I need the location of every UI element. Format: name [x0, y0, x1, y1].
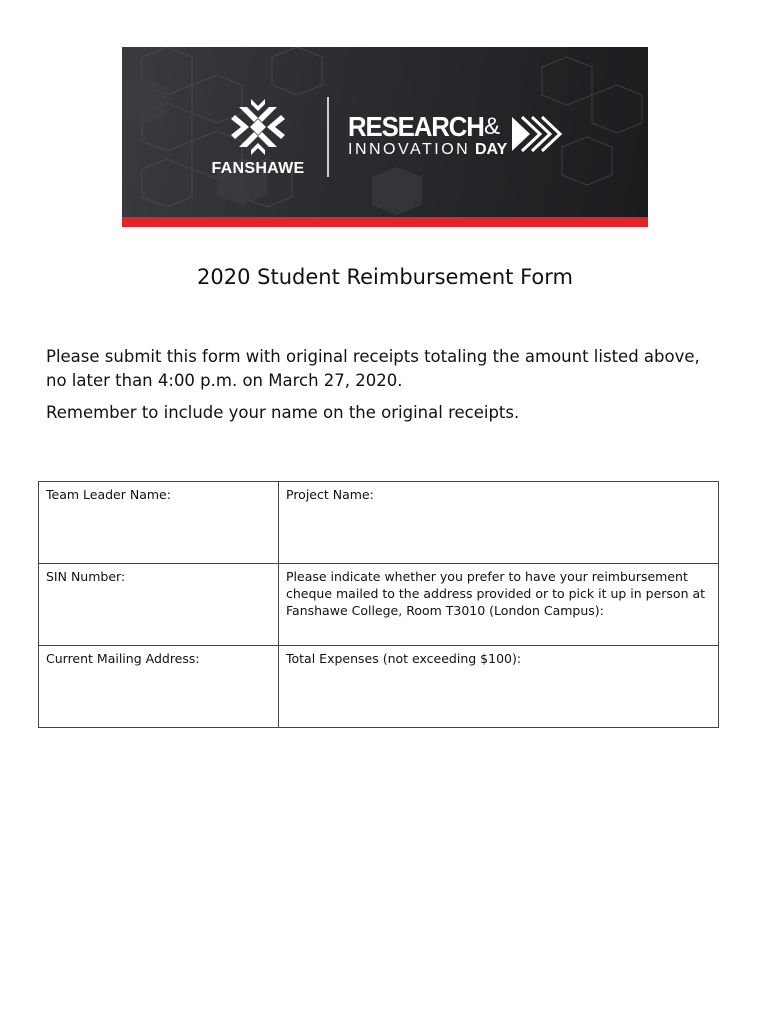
reimbursement-form-table: [38, 481, 719, 728]
header-banner: [122, 47, 648, 227]
intro-paragraph: Please submit this form with original receipts totaling the amount listed above, no later than 4:00 p.m. on March 27, 2020.: [46, 347, 700, 390]
table-row: [39, 564, 719, 646]
document-title: 2020 Student Reimbursement Form: [197, 265, 573, 289]
triple-chevron-arrow-icon: [510, 113, 568, 155]
table-row: [39, 482, 719, 564]
logo-divider: [327, 97, 329, 177]
total-expenses-field[interactable]: Total Expenses (not exceeding $100):: [279, 646, 719, 728]
banner-red-bar: [122, 217, 648, 227]
fanshawe-logo-icon: [225, 97, 291, 163]
event-title-ampersand: &: [484, 113, 501, 140]
mailing-address-field[interactable]: Current Mailing Address:: [39, 646, 279, 728]
sin-number-field[interactable]: SIN Number:: [39, 564, 279, 646]
reminder-paragraph: Remember to include your name on the original receipts.: [46, 403, 520, 422]
project-name-field[interactable]: Project Name:: [279, 482, 719, 564]
table-row: [39, 646, 719, 728]
team-leader-name-field[interactable]: Team Leader Name:: [39, 482, 279, 564]
event-title-research: RESEARCH: [348, 111, 484, 142]
event-title-innovation: INNOVATION: [348, 141, 471, 158]
brand-name: FANSHAWE: [211, 160, 305, 177]
cheque-delivery-preference-field[interactable]: Please indicate whether you prefer to have your reimbursement cheque mailed to the address provided or to pick it up in person at Fanshawe College, Room T3010 (London Campus):: [279, 564, 719, 646]
event-title-day: DAY: [475, 141, 508, 158]
